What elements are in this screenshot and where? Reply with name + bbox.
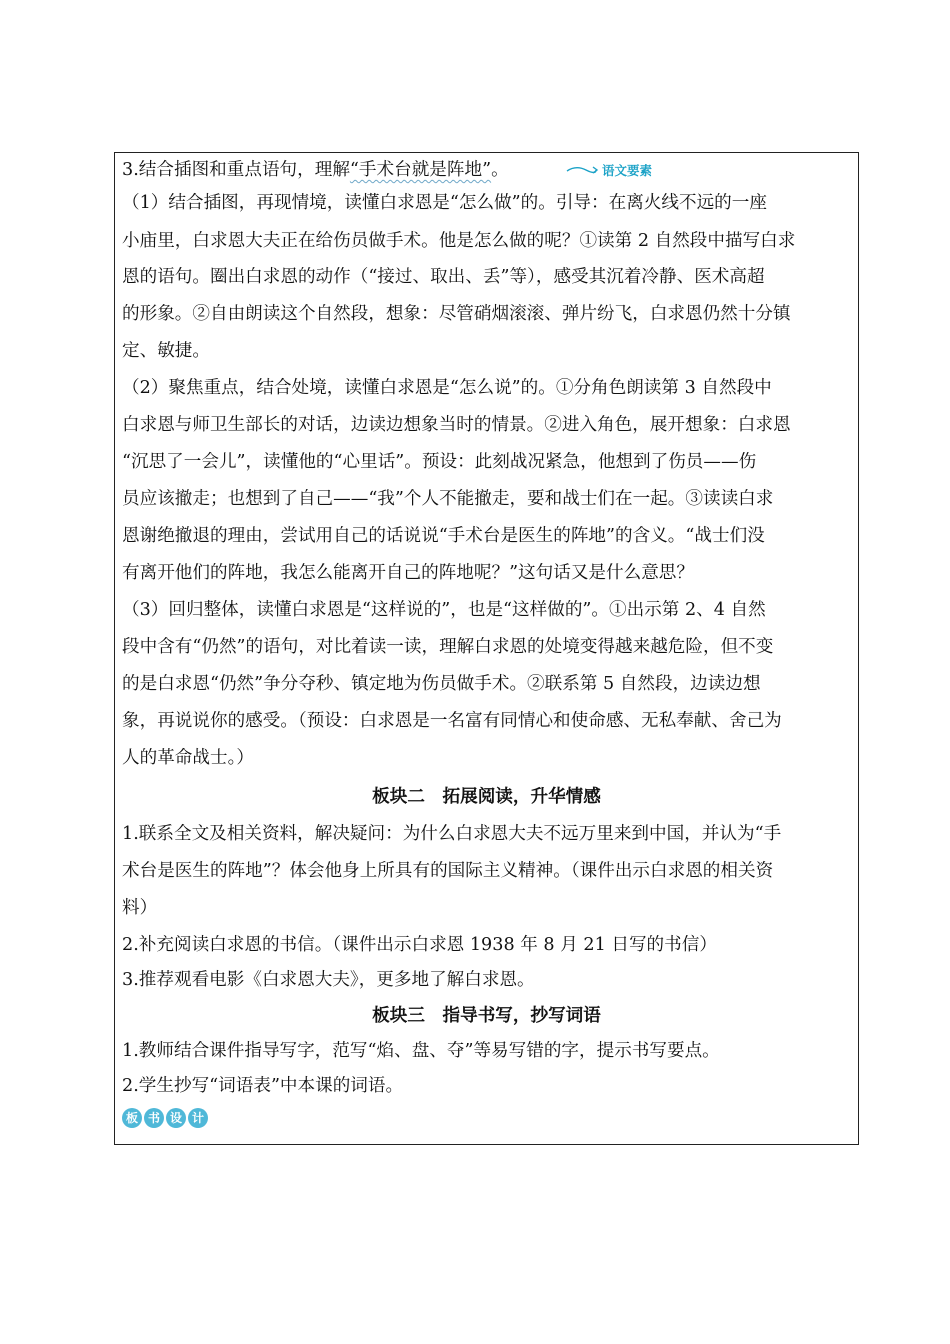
point-3-heading <box>122 158 509 182</box>
tag-label: 语文要素 <box>602 163 653 178</box>
paragraph-line: 人的革命战士。） <box>122 748 254 768</box>
paragraph-line: 段中含有“仍然”的语句，对比着读一读，理解白求恩的处境变得越来越危险，但不变 <box>122 637 774 657</box>
paragraph-line: （3）回归整体，读懂白求恩是“这样说的”，也是“这样做的”。①出示第 2、4 自然 <box>122 600 766 620</box>
paragraph-line: 术台是医生的阵地”？体会他身上所具有的国际主义精神。（课件出示白求恩的相关资 <box>122 861 774 881</box>
paragraph-line: 小庙里，白求恩大夫正在给伤员做手术。他是怎么做的呢？①读第 2 自然段中描写白求 <box>122 231 796 251</box>
section-heading-3: 板块三 指导书写，抄写词语 <box>372 1005 601 1026</box>
paragraph-line: 恩谢绝撤退的理由，尝试用自己的话说说“手术台是医生的阵地”的含义。“战士们没 <box>122 526 765 546</box>
point-3-quote: “手术台就是阵地” <box>349 160 492 180</box>
paragraph-line: 有离开他们的阵地，我怎么能离开自己的阵地呢？”这句话又是什么意思？ <box>122 563 694 583</box>
section-heading-2: 板块二 拓展阅读，升华情感 <box>372 786 601 807</box>
badge-char: 板 <box>122 1108 142 1128</box>
paragraph-line: 员应该撤走；也想到了自己——“我”个人不能撤走，要和战士们在一起。③读读白求 <box>122 489 774 509</box>
point-3-end: 。 <box>491 160 509 180</box>
paragraph-line: 的形象。②自由朗读这个自然段，想象：尽管硝烟滚滚、弹片纷飞，白求恩仍然十分镇 <box>122 304 791 324</box>
paragraph-line: 3.推荐观看电影《白求恩大夫》，更多地了解白求恩。 <box>122 970 535 990</box>
paragraph-line: 2.学生抄写“词语表”中本课的词语。 <box>122 1076 404 1096</box>
badge-char: 书 <box>144 1108 164 1128</box>
language-element-tag <box>566 160 652 180</box>
badge-char: 设 <box>166 1108 186 1128</box>
badge-char: 计 <box>188 1108 208 1128</box>
paragraph-line: （2）聚焦重点，结合处境，读懂白求恩是“怎么说”的。①分角色朗读第 3 自然段中 <box>122 378 772 398</box>
paragraph-line: 1.联系全文及相关资料，解决疑问：为什么白求恩大夫不远万里来到中国，并认为“手 <box>122 824 782 844</box>
paragraph-line: 白求恩与师卫生部长的对话，边读边想象当时的情景。②进入角色，展开想象：白求恩 <box>122 415 791 435</box>
paragraph-line: 料） <box>122 898 158 918</box>
arrow-icon <box>566 163 600 177</box>
paragraph-line: 象，再说说你的感受。（预设：白求恩是一名富有同情心和使命感、无私奉献、舍己为 <box>122 711 782 731</box>
paragraph-line: 恩的语句。圈出白求恩的动作（“接过、取出、丢”等），感受其沉着冷静、医术高超 <box>122 267 765 287</box>
paragraph-line: （1）结合插图，再现情境，读懂白求恩是“怎么做”的。引导：在离火线不远的一座 <box>122 193 767 213</box>
blackboard-design-badge <box>122 1108 208 1128</box>
paragraph-line: 定、敏捷。 <box>122 341 210 361</box>
paragraph-line: “沉思了一会儿”，读懂他的“心里话”。预设：此刻战况紧急，他想到了伤员——伤 <box>122 452 757 472</box>
paragraph-line: 的是白求恩“仍然”争分夺秒、镇定地为伤员做手术。②联系第 5 自然段，边读边想 <box>122 674 761 694</box>
paragraph-line: 1.教师结合课件指导写字，范写“焰、盘、夺”等易写错的字，提示书写要点。 <box>122 1041 720 1061</box>
point-3-lead: 3.结合插图和重点语句，理解 <box>122 160 350 180</box>
paragraph-line: 2.补充阅读白求恩的书信。（课件出示白求恩 1938 年 8 月 21 日写的书信） <box>122 935 717 955</box>
